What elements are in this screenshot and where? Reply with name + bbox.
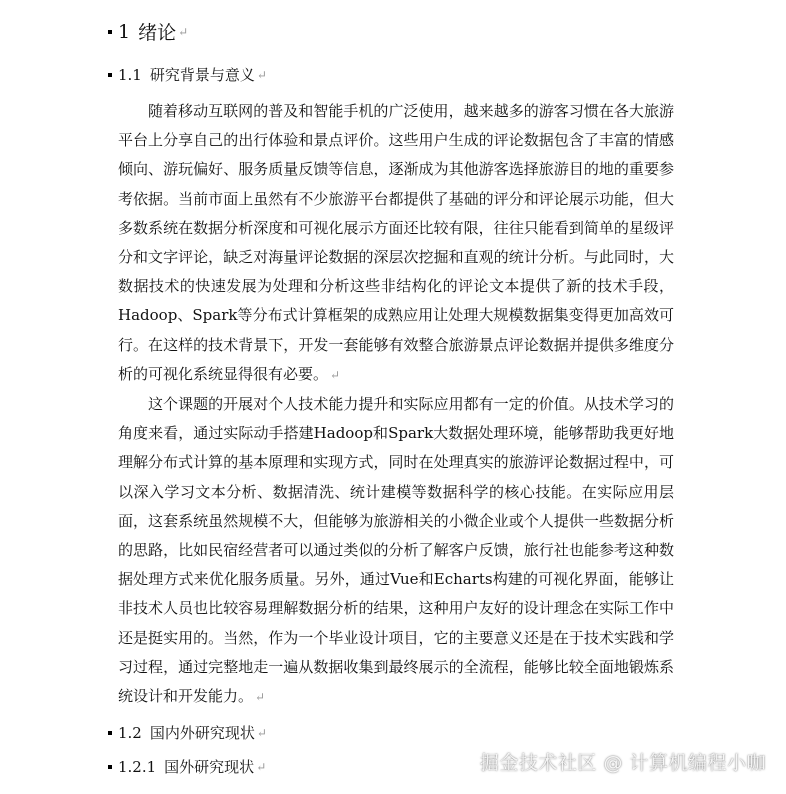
watermark-text: 掘金技术社区 @ 计算机编程小咖 [479,752,766,774]
heading-number: 1.2.1 [118,757,157,776]
heading-title: 国外研究现状 [164,758,255,776]
heading-number: 1.1 [118,65,142,84]
heading-bullet [108,765,112,769]
paragraph-mark-icon: ↵ [255,690,266,705]
heading-number: 1 [118,20,131,43]
heading-title: 绪论 [138,22,177,44]
heading-title: 研究背景与意义 [149,66,255,84]
heading-title: 国内外研究现状 [149,724,255,742]
heading-1-introduction[interactable] [108,18,188,45]
body-paragraph-background[interactable] [118,97,674,390]
paragraph-mark-icon: ↵ [256,725,267,740]
body-paragraph-significance[interactable] [118,390,674,712]
paragraph-mark-icon: ↵ [256,759,267,774]
paragraph-text: 随着移动互联网的普及和智能手机的广泛使用，越来越多的游客习惯在各大旅游平台上分享自己的出行体验和景点评价。这些用户生成的评论数据包含了丰富的情感倾向、游玩偏好、服务质量反馈等信息，逐渐成为其他游客选择旅游目的地的重要参考依据。当前市面上虽然有不少旅游平台都提供了基础的评分和评论展示功能，但大多数系统在数据分析深度和可视化展示方面还比较有限，往往只能看到简单的星级评分和文字评论，缺乏对海量评论数据的深层次挖掘和直观的统计分析。与此同时，大数据技术的快速发展为处理和分析这些非结构化的评论文本提供了新的技术手段，Hadoop、Spark等分布式计算框架的成熟应用让处理大规模数据集变得更加高效可行。在这样的技术背景下，开发一套能够有效整合旅游景点评论数据并提供多维度分析的可视化系统显得很有必要。 [118,102,674,383]
paragraph-mark-icon: ↵ [330,367,341,382]
paragraph-mark-icon: ↵ [178,24,189,39]
heading-bullet [108,73,112,77]
heading-bullet [108,731,112,735]
heading-1-2-research-status[interactable] [108,722,267,743]
heading-bullet [108,30,112,34]
paragraph-mark-icon: ↵ [256,67,267,82]
heading-1-2-1-foreign-status[interactable] [108,756,266,777]
heading-number: 1.2 [118,723,142,742]
paragraph-text: 这个课题的开展对个人技术能力提升和实际应用都有一定的价值。从技术学习的角度来看，通过实际动手搭建Hadoop和Spark大数据处理环境，能够帮助我更好地理解分布式计算的基本原理和实现方式，同时在处理真实的旅游评论数据过程中，可以深入学习文本分析、数据清洗、统计建模等数据科学的核心技能。在实际应用层面，这套系统虽然规模不大，但能够为旅游相关的小微企业或个人提供一些数据分析的思路，比如民宿经营者可以通过类似的分析了解客户反馈，旅行社也能参考这种数据处理方式来优化服务质量。另外，通过Vue和Echarts构建的可视化界面，能够让非技术人员也比较容易理解数据分析的结果，这种用户友好的设计理念在实际工作中还是挺实用的。当然，作为一个毕业设计项目，它的主要意义还是在于技术实践和学习过程，通过完整地走一遍从数据收集到最终展示的全流程，能够比较全面地锻炼系统设计和开发能力。 [118,395,674,706]
heading-1-1-background[interactable] [108,64,267,85]
